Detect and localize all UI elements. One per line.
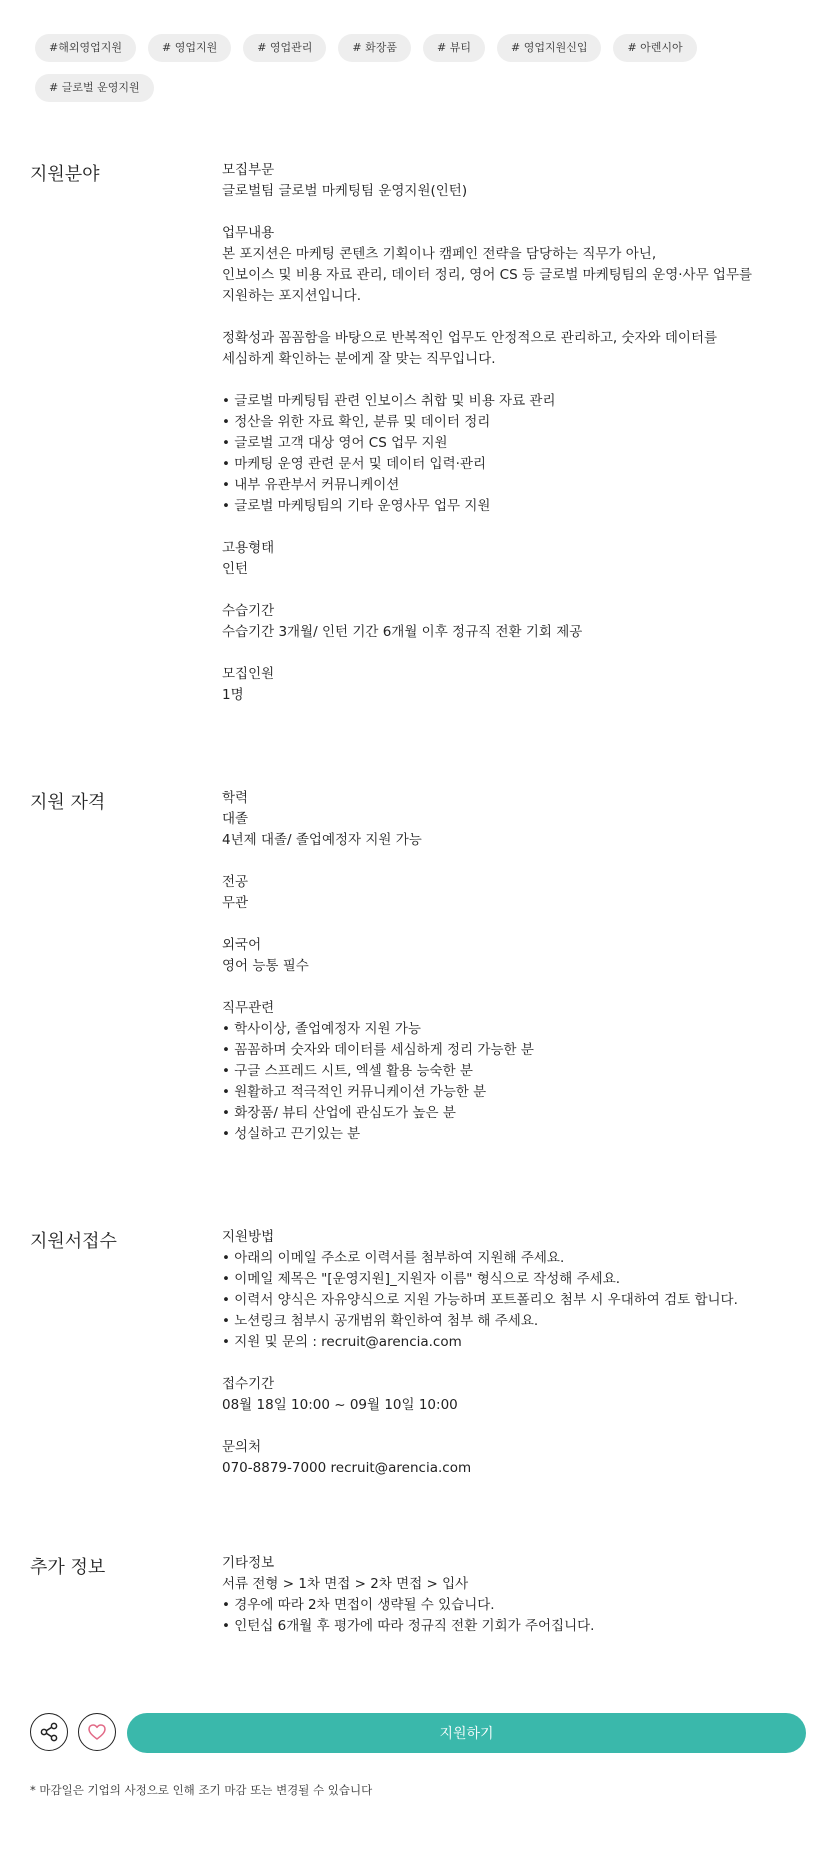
hashtag-chip[interactable]: #해외영업지원 xyxy=(35,34,136,62)
hashtag-chip[interactable]: # 아렌시아 xyxy=(613,34,696,62)
body-line: 1명 xyxy=(222,687,244,703)
body-line: 08월 18일 10:00 ~ 09월 10일 10:00 xyxy=(222,1397,458,1413)
hashtag-chip[interactable]: # 글로벌 운영지원 xyxy=(35,74,154,102)
body-line: 070-8879-7000 recruit@arencia.com xyxy=(222,1460,472,1476)
spacer xyxy=(222,370,822,391)
body-line: • 경우에 따라 2차 면접이 생략될 수 있습니다. xyxy=(222,1597,495,1613)
body-line: 대졸 xyxy=(222,811,249,827)
spacer xyxy=(222,851,822,872)
body-line: 지원방법 xyxy=(222,1229,275,1245)
section-body xyxy=(222,1227,822,1479)
spacer xyxy=(222,517,822,538)
spacer xyxy=(222,580,822,601)
body-line: • 글로벌 마케팅팀 관련 인보이스 취합 및 비용 자료 관리 xyxy=(222,393,556,409)
heart-icon xyxy=(87,1722,107,1742)
body-line: • 글로벌 마케팅팀의 기타 운영사무 업무 지원 xyxy=(222,498,491,514)
body-line: 인턴 xyxy=(222,561,249,577)
deadline-notice: * 마감일은 기업의 사정으로 인해 조기 마감 또는 변경될 수 있습니다 xyxy=(30,1783,373,1797)
spacer xyxy=(222,977,822,998)
hashtag-chip[interactable]: # 영업지원 xyxy=(148,34,231,62)
body-line: • 화장품/ 뷰티 산업에 관심도가 높은 분 xyxy=(222,1105,456,1121)
body-line: 모집인원 xyxy=(222,666,275,682)
body-line: 지원하는 포지션입니다. xyxy=(222,288,361,304)
body-line: 정확성과 꼼꼼함을 바탕으로 반복적인 업무도 안정적으로 관리하고, 숫자와 데이터를 xyxy=(222,330,718,346)
spacer xyxy=(222,202,822,223)
spacer xyxy=(222,1353,822,1374)
body-line: 기타정보 xyxy=(222,1555,275,1571)
body-line: • 마케팅 운영 관련 문서 및 데이터 입력·관리 xyxy=(222,456,486,472)
body-line: • 구글 스프레드 시트, 엑셀 활용 능숙한 분 xyxy=(222,1063,473,1079)
body-line: • 정산을 위한 자료 확인, 분류 및 데이터 정리 xyxy=(222,414,491,430)
section-title: 지원서접수 xyxy=(30,1231,117,1252)
hashtag-chip[interactable]: # 영업관리 xyxy=(243,34,326,62)
body-line: 업무내용 xyxy=(222,225,275,241)
hashtag-chip[interactable]: # 영업지원신입 xyxy=(497,34,601,62)
body-line: • 학사이상, 졸업예정자 지원 가능 xyxy=(222,1021,421,1037)
body-line: 수습기간 3개월/ 인턴 기간 6개월 이후 정규직 전환 기회 제공 xyxy=(222,624,583,640)
body-line: • 지원 및 문의 : recruit@arencia.com xyxy=(222,1334,462,1350)
apply-button[interactable]: 지원하기 xyxy=(127,1713,806,1753)
body-line: • 이메일 제목은 "[운영지원]_지원자 이름" 형식으로 작성해 주세요. xyxy=(222,1271,621,1287)
body-line: • 내부 유관부서 커뮤니케이션 xyxy=(222,477,400,493)
body-line: 접수기간 xyxy=(222,1376,275,1392)
tag-list xyxy=(35,34,795,114)
body-line: • 노션링크 첨부시 공개범위 확인하여 첨부 해 주세요. xyxy=(222,1313,539,1329)
body-line: 글로벌팀 글로벌 마케팅팀 운영지원(인턴) xyxy=(222,183,468,199)
share-icon xyxy=(39,1722,59,1742)
body-line: • 아래의 이메일 주소로 이력서를 첨부하여 지원해 주세요. xyxy=(222,1250,565,1266)
body-line: 4년제 대졸/ 졸업예정자 지원 가능 xyxy=(222,832,422,848)
spacer xyxy=(222,1416,822,1437)
section-title: 지원분야 xyxy=(30,164,100,185)
spacer xyxy=(222,914,822,935)
hashtag-chip[interactable]: # 뷰티 xyxy=(423,34,485,62)
body-line: 인보이스 및 비용 자료 관리, 데이터 정리, 영어 CS 등 글로벌 마케팅팀의 운영·사무 업무를 xyxy=(222,267,753,283)
body-line: 본 포지션은 마케팅 콘텐츠 기획이나 캠페인 전략을 담당하는 직무가 아닌, xyxy=(222,246,657,262)
like-button[interactable] xyxy=(78,1713,116,1751)
body-line: 전공 xyxy=(222,874,249,890)
body-line: 영어 능통 필수 xyxy=(222,958,309,974)
body-line: 모집부문 xyxy=(222,162,275,178)
section-body xyxy=(222,160,822,706)
section-body xyxy=(222,1553,822,1637)
body-line: • 성실하고 끈기있는 분 xyxy=(222,1126,361,1142)
hashtag-chip[interactable]: # 화장품 xyxy=(338,34,411,62)
body-line: • 인턴십 6개월 후 평가에 따라 정규직 전환 기회가 주어집니다. xyxy=(222,1618,595,1634)
body-line: • 꼼꼼하며 숫자와 데이터를 세심하게 정리 가능한 분 xyxy=(222,1042,534,1058)
section-title: 추가 정보 xyxy=(30,1557,106,1578)
body-line: 세심하게 확인하는 분에게 잘 맞는 직무입니다. xyxy=(222,351,496,367)
body-line: • 글로벌 고객 대상 영어 CS 업무 지원 xyxy=(222,435,448,451)
action-bar xyxy=(30,1713,806,1753)
body-line: 학력 xyxy=(222,790,249,806)
section-body xyxy=(222,788,822,1145)
body-line: • 원활하고 적극적인 커뮤니케이션 가능한 분 xyxy=(222,1084,487,1100)
body-line: • 이력서 양식은 자유양식으로 지원 가능하며 포트폴리오 첨부 시 우대하여 검토 합니다. xyxy=(222,1292,738,1308)
body-line: 수습기간 xyxy=(222,603,275,619)
spacer xyxy=(222,307,822,328)
body-line: 고용형태 xyxy=(222,540,275,556)
body-line: 외국어 xyxy=(222,937,262,953)
share-button[interactable] xyxy=(30,1713,68,1751)
spacer xyxy=(222,643,822,664)
body-line: 무관 xyxy=(222,895,249,911)
body-line: 직무관련 xyxy=(222,1000,275,1016)
body-line: 서류 전형 > 1차 면접 > 2차 면접 > 입사 xyxy=(222,1576,469,1592)
body-line: 문의처 xyxy=(222,1439,262,1455)
section-title: 지원 자격 xyxy=(30,792,106,813)
